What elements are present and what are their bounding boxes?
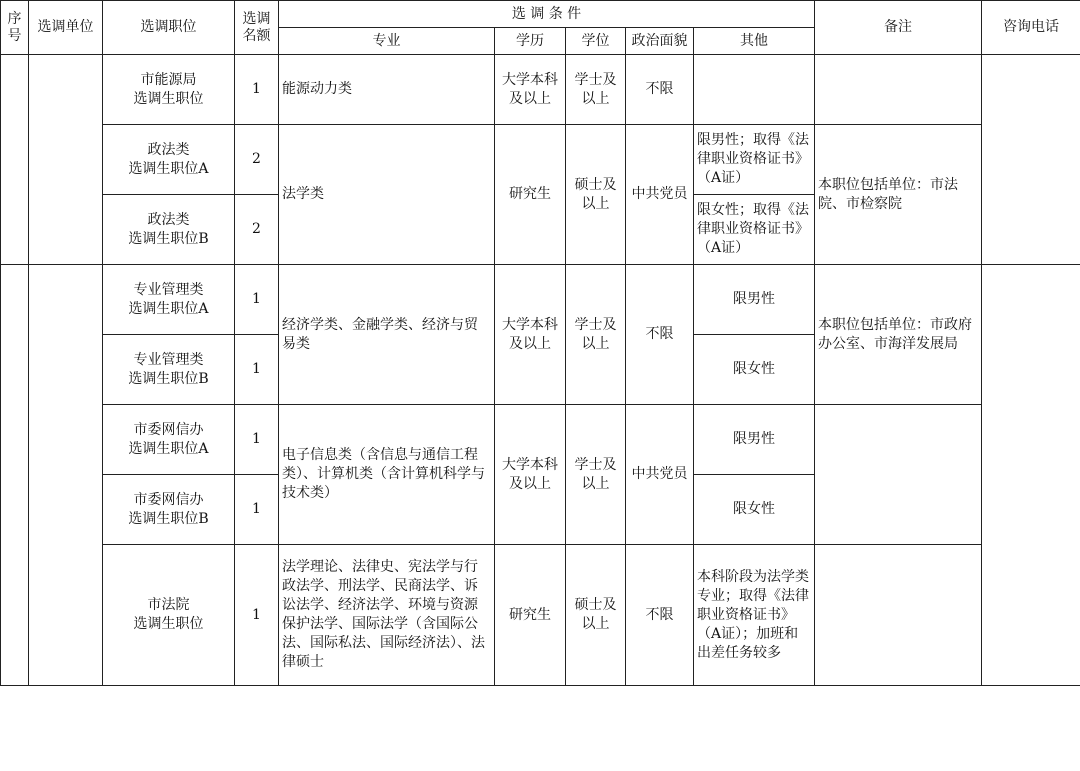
- other-cell: 限女性；取得《法律职业资格证书》（A证）: [694, 195, 815, 265]
- header-degree: 学位: [566, 28, 626, 55]
- page-bottom-blank: [0, 686, 1080, 771]
- quota-cell: 1: [235, 545, 279, 686]
- remarks-cell: [815, 545, 982, 686]
- education-cell: 大学本科及以上: [495, 265, 566, 405]
- political-cell: 不限: [626, 265, 694, 405]
- header-unit: 选调单位: [29, 1, 103, 55]
- quota-cell: 1: [235, 55, 279, 125]
- position-cell: 市委网信办 选调生职位B: [103, 475, 235, 545]
- degree-cell: 硕士及以上: [566, 125, 626, 265]
- header-major: 专业: [279, 28, 495, 55]
- phone-cell: [982, 265, 1080, 686]
- other-cell: 限男性；取得《法律职业资格证书》（A证）: [694, 125, 815, 195]
- degree-cell: 学士及以上: [566, 405, 626, 545]
- other-cell: 限女性: [694, 475, 815, 545]
- header-conditions: 选 调 条 件: [279, 1, 815, 28]
- quota-cell: 2: [235, 195, 279, 265]
- education-cell: 研究生: [495, 125, 566, 265]
- remarks-cell: [815, 55, 982, 125]
- quota-cell: 1: [235, 335, 279, 405]
- political-cell: 不限: [626, 55, 694, 125]
- position-cell: 专业管理类 选调生职位A: [103, 265, 235, 335]
- header-other: 其他: [694, 28, 815, 55]
- education-cell: 研究生: [495, 545, 566, 686]
- unit-cell: [29, 265, 103, 686]
- other-cell: 限女性: [694, 335, 815, 405]
- political-cell: 中共党员: [626, 125, 694, 265]
- table-row: [1, 405, 1080, 475]
- header-education: 学历: [495, 28, 566, 55]
- phone-cell: [982, 55, 1080, 265]
- position-cell: 市能源局 选调生职位: [103, 55, 235, 125]
- header-seq: 序号: [1, 1, 29, 55]
- table-row: [1, 265, 1080, 335]
- header-political: 政治面貌: [626, 28, 694, 55]
- table-row: [1, 55, 1080, 125]
- remarks-cell: [815, 405, 982, 545]
- quota-cell: 2: [235, 125, 279, 195]
- political-cell: 不限: [626, 545, 694, 686]
- remarks-cell: 本职位包括单位：市政府办公室、市海洋发展局: [815, 265, 982, 405]
- quota-cell: 1: [235, 475, 279, 545]
- major-cell: 法学类: [279, 125, 495, 265]
- seq-cell: [1, 55, 29, 265]
- header-phone: 咨询电话: [982, 1, 1080, 55]
- political-cell: 中共党员: [626, 405, 694, 545]
- quota-cell: 1: [235, 405, 279, 475]
- other-cell: 本科阶段为法学类专业；取得《法律职业资格证书》（A证）；加班和出差任务较多: [694, 545, 815, 686]
- header-quota: 选调名额: [235, 1, 279, 55]
- table-row: [1, 125, 1080, 195]
- position-cell: 专业管理类 选调生职位B: [103, 335, 235, 405]
- unit-cell: [29, 55, 103, 265]
- seq-cell: [1, 265, 29, 686]
- header-position: 选调职位: [103, 1, 235, 55]
- position-cell: 政法类 选调生职位A: [103, 125, 235, 195]
- major-cell: 电子信息类（含信息与通信工程类）、计算机类（含计算机科学与技术类）: [279, 405, 495, 545]
- position-cell: 市委网信办 选调生职位A: [103, 405, 235, 475]
- degree-cell: 学士及以上: [566, 265, 626, 405]
- table-row: [1, 545, 1080, 686]
- education-cell: 大学本科及以上: [495, 55, 566, 125]
- quota-cell: 1: [235, 265, 279, 335]
- major-cell: 法学理论、法律史、宪法学与行政法学、刑法学、民商法学、诉讼法学、经济法学、环境与资源保护法学、国际法学（含国际公法、国际私法、国际经济法）、法律硕士: [279, 545, 495, 686]
- other-cell: 限男性: [694, 405, 815, 475]
- header-remarks: 备注: [815, 1, 982, 55]
- education-cell: 大学本科及以上: [495, 405, 566, 545]
- other-cell: [694, 55, 815, 125]
- position-cell: 市法院 选调生职位: [103, 545, 235, 686]
- major-cell: 经济学类、金融学类、经济与贸易类: [279, 265, 495, 405]
- degree-cell: 学士及以上: [566, 55, 626, 125]
- remarks-cell: 本职位包括单位：市法院、市检察院: [815, 125, 982, 265]
- degree-cell: 硕士及以上: [566, 545, 626, 686]
- major-cell: 能源动力类: [279, 55, 495, 125]
- other-cell: 限男性: [694, 265, 815, 335]
- position-cell: 政法类 选调生职位B: [103, 195, 235, 265]
